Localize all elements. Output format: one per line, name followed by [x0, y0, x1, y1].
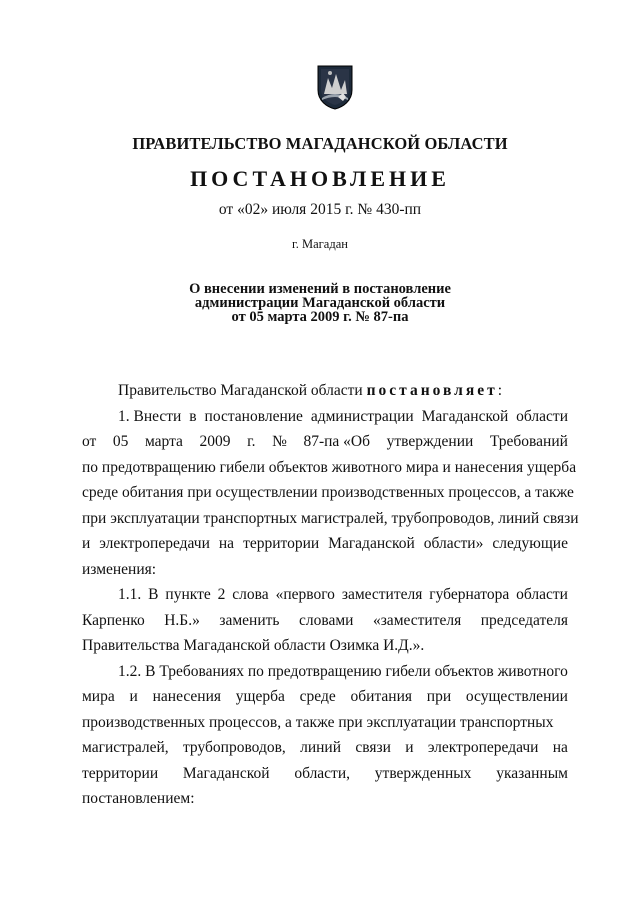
word: электропередачи	[99, 535, 210, 552]
word: 1.1.	[118, 586, 142, 603]
paragraph-3-line-1: 1.2. В Требованиях по предотвращению гибели объектов животного	[118, 662, 568, 680]
word: обитания	[350, 688, 413, 705]
word: председателя	[480, 611, 568, 629]
paragraph-2-line-3: Правительства Магаданской области Озимка И.Д.».	[82, 637, 425, 654]
word: ущерба	[235, 688, 285, 705]
word: В	[148, 586, 159, 603]
word: марта	[144, 433, 183, 450]
document-subject	[0, 282, 640, 324]
word: постановление	[204, 407, 303, 425]
word: на	[552, 739, 568, 756]
word: заместителя	[341, 586, 423, 603]
word: №	[272, 433, 287, 450]
word: среде	[299, 688, 336, 705]
document-date-number: от «02» июля 2015 г. № 430-пп	[218, 201, 422, 218]
word: в	[189, 407, 197, 425]
word: области,	[294, 764, 351, 782]
subject-line: администрации Магаданской области	[194, 295, 446, 311]
document-type: ПОСТАНОВЛЕНИЕ	[190, 166, 450, 191]
paragraph-3-line-4	[82, 735, 568, 761]
paragraph-1-line-2	[82, 429, 568, 455]
paragraph-1-line-3: по предотвращению гибели объектов животного мира и нанесения ущерба	[82, 458, 577, 476]
paragraph-3-line-3: производственных процессов, а также при эксплуатации транспортных	[82, 713, 554, 731]
paragraph-1-line-7: изменения:	[82, 560, 157, 578]
word: заменить	[219, 611, 280, 629]
paragraph-1-line-5: при эксплуатации транспортных магистралей, трубопроводов, линий связи	[82, 509, 579, 527]
document-body	[82, 378, 579, 812]
word: Магаданской	[182, 764, 270, 782]
word: магистралей,	[82, 739, 169, 756]
word: на	[218, 535, 235, 552]
document-city: г. Магадан	[292, 237, 348, 251]
word: области»	[423, 535, 484, 552]
paragraph-1-line-4: среде обитания при осуществлении производственных процессов, а также	[82, 484, 574, 501]
word: «первого	[275, 586, 335, 603]
word: г.	[247, 433, 256, 450]
preamble-resolves: постановляет	[366, 382, 498, 399]
paragraph-3-line-2	[82, 684, 568, 710]
subject-line: от 05 марта 2009 г. № 87-па	[231, 309, 409, 325]
paragraph-3-line-6: постановлением:	[82, 790, 195, 807]
word: Магаданской	[328, 535, 415, 552]
word: и	[405, 739, 414, 756]
paragraph-3-line-5	[82, 761, 568, 787]
word: и	[129, 688, 138, 705]
word: области	[516, 586, 568, 603]
word: линий	[300, 739, 342, 756]
word: осуществлении	[465, 688, 568, 705]
word: от	[82, 433, 97, 450]
government-title: ПРАВИТЕЛЬСТВО МАГАДАНСКОЙ ОБЛАСТИ	[132, 134, 508, 153]
word: территории	[82, 764, 159, 782]
subject-line: О внесении изменений в постановление	[189, 281, 451, 297]
paragraph-1-line-6	[82, 531, 568, 557]
word: словами	[298, 611, 354, 629]
word: мира	[82, 688, 115, 705]
word: Магаданской	[421, 407, 509, 425]
word: указанным	[496, 764, 568, 782]
word: следующие	[492, 535, 568, 552]
word: Карпенко	[82, 611, 145, 629]
word: и	[82, 535, 91, 552]
word: Требований	[489, 433, 568, 450]
coat-of-arms-emblem	[316, 64, 354, 110]
word: администрации	[310, 407, 414, 425]
word: трубопроводов,	[182, 739, 286, 756]
preamble	[82, 378, 568, 404]
paragraph-1-line-1	[82, 404, 568, 430]
word: 1. Внести	[118, 407, 182, 425]
word: нанесения	[152, 688, 221, 705]
word: 2	[217, 586, 226, 603]
word: 05	[112, 433, 129, 450]
word: Н.Б.»	[164, 611, 200, 629]
word: при	[426, 688, 452, 705]
word: электропередачи	[427, 739, 539, 756]
word: утверждении	[386, 433, 474, 450]
preamble-text: Правительство Магаданской области	[118, 382, 367, 399]
word: утвержденных	[374, 764, 472, 782]
word: «заместителя	[372, 611, 462, 629]
word: пункте	[165, 586, 211, 603]
word: территории	[243, 535, 320, 552]
word: области	[516, 407, 568, 425]
word: 2009	[199, 433, 231, 450]
paragraph-2-line-1	[82, 582, 568, 608]
word: связи	[355, 739, 391, 756]
paragraph-2-line-2	[82, 608, 568, 634]
word: губернатора	[429, 586, 510, 603]
word: слова	[232, 586, 269, 603]
preamble-colon: :	[497, 382, 503, 399]
word: 87-па «Об	[303, 433, 371, 450]
